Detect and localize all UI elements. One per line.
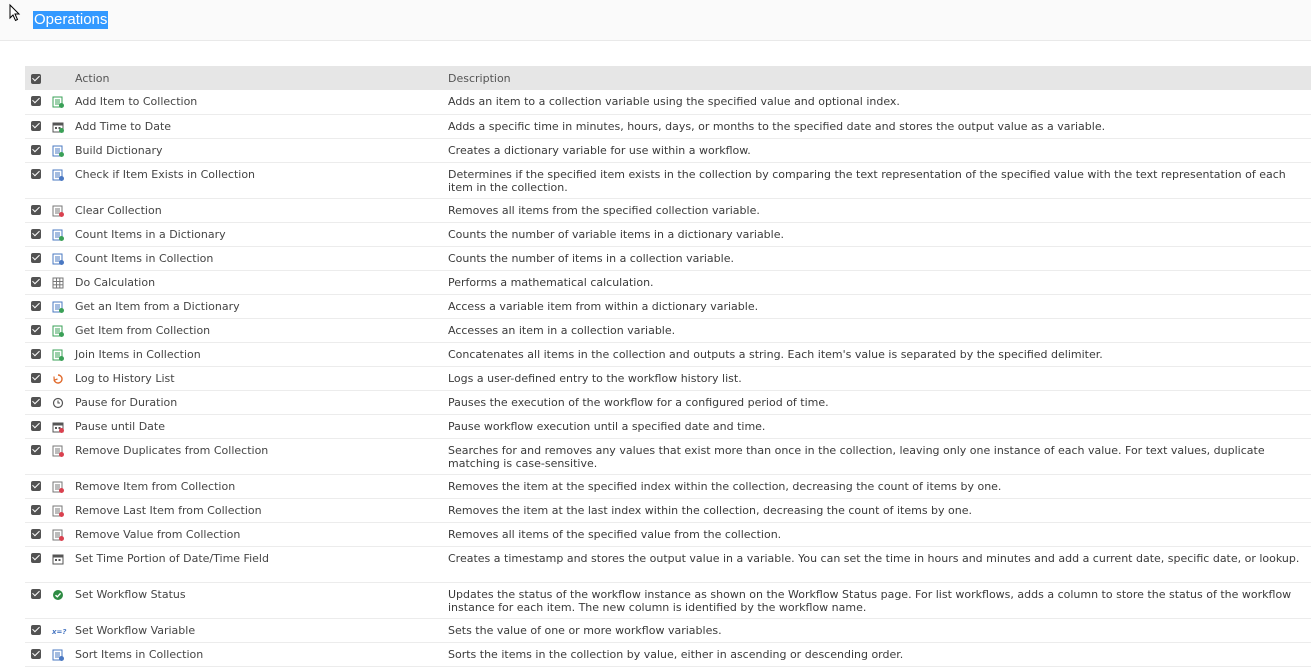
- row-icon-cell: [49, 546, 75, 582]
- row-checkbox[interactable]: [31, 121, 41, 131]
- row-checkbox[interactable]: [31, 205, 41, 215]
- row-checkbox-cell: [25, 642, 49, 666]
- row-checkbox-cell: [25, 390, 49, 414]
- action-description: Pause workflow execution until a specified date and time.: [448, 419, 766, 433]
- row-checkbox-cell: [25, 162, 49, 198]
- action-name[interactable]: Count Items in Collection: [75, 251, 214, 265]
- table-row[interactable]: [25, 582, 1311, 618]
- table-row[interactable]: [25, 114, 1311, 138]
- action-description: Adds a specific time in minutes, hours, days, or months to the specified date and stores the output value as a variable.: [448, 119, 1106, 133]
- row-icon-cell: [49, 582, 75, 618]
- description-column-header[interactable]: Description: [448, 71, 511, 85]
- action-name[interactable]: Set Workflow Variable: [75, 623, 196, 637]
- action-description: Counts the number of variable items in a dictionary variable.: [448, 227, 784, 241]
- collection-get-icon: [52, 325, 64, 337]
- table-row[interactable]: [25, 198, 1311, 222]
- action-description: Counts the number of items in a collection variable.: [448, 251, 734, 265]
- action-name[interactable]: Log to History List: [75, 371, 175, 385]
- action-name[interactable]: Add Item to Collection: [75, 95, 198, 108]
- row-icon-cell: [49, 318, 75, 342]
- action-description: Determines if the specified item exists in the collection by comparing the text representation of the specified value with the text representation of each item in the collection.: [448, 167, 1286, 194]
- collection-add-icon: [52, 96, 64, 108]
- collection-icon: [52, 253, 64, 265]
- collection-clear-icon: [52, 205, 64, 217]
- row-checkbox[interactable]: [31, 229, 41, 239]
- row-checkbox-cell: [25, 198, 49, 222]
- row-checkbox[interactable]: [31, 277, 41, 287]
- row-icon-cell: [49, 114, 75, 138]
- row-checkbox[interactable]: [31, 96, 41, 106]
- row-checkbox-cell: [25, 222, 49, 246]
- action-name[interactable]: Set Workflow Status: [75, 587, 186, 601]
- row-checkbox-cell: [25, 138, 49, 162]
- row-icon-cell: [49, 366, 75, 390]
- row-icon-cell: [49, 138, 75, 162]
- action-description: Removes all items of the specified value from the collection.: [448, 527, 782, 541]
- section-title: Operations: [34, 11, 108, 28]
- row-checkbox[interactable]: [31, 505, 41, 515]
- table-row[interactable]: [25, 438, 1311, 474]
- table-row[interactable]: [25, 522, 1311, 546]
- row-checkbox-cell: [25, 318, 49, 342]
- row-icon-cell: [49, 522, 75, 546]
- collection-remove-icon: [52, 445, 64, 457]
- row-checkbox[interactable]: [31, 649, 41, 659]
- operations-table: [25, 66, 1311, 667]
- row-checkbox[interactable]: [31, 169, 41, 179]
- action-description: Concatenates all items in the collection and outputs a string. Each item's value is separated by the specified delimiter.: [448, 347, 1103, 361]
- action-description: Removes the item at the last index within the collection, decreasing the count of items by one.: [448, 503, 973, 517]
- row-checkbox-cell: [25, 474, 49, 498]
- action-column-header[interactable]: Action: [75, 71, 110, 85]
- row-checkbox-cell: [25, 414, 49, 438]
- table-header-row: [25, 66, 1311, 90]
- action-name[interactable]: Add Time to Date: [75, 119, 172, 133]
- row-checkbox[interactable]: [31, 481, 41, 491]
- calculator-icon: [52, 277, 64, 289]
- action-description: Access a variable item from within a dictionary variable.: [448, 299, 759, 313]
- row-checkbox-cell: [25, 498, 49, 522]
- row-checkbox[interactable]: [31, 553, 41, 563]
- row-icon-cell: [49, 474, 75, 498]
- row-checkbox[interactable]: [31, 421, 41, 431]
- row-icon-cell: [49, 342, 75, 366]
- table-body: [25, 90, 1311, 666]
- row-checkbox[interactable]: [31, 445, 41, 455]
- action-name[interactable]: Remove Item from Collection: [75, 479, 236, 493]
- row-icon-cell: [49, 222, 75, 246]
- table-row[interactable]: [25, 390, 1311, 414]
- row-checkbox-cell: [25, 90, 49, 114]
- history-log-icon: [52, 373, 64, 385]
- action-description: Logs a user-defined entry to the workflow history list.: [448, 371, 742, 385]
- collection-remove-icon: [52, 529, 64, 541]
- action-name[interactable]: Remove Value from Collection: [75, 527, 241, 541]
- action-name[interactable]: Get Item from Collection: [75, 323, 211, 337]
- action-name[interactable]: Remove Last Item from Collection: [75, 503, 262, 517]
- row-checkbox-cell: [25, 366, 49, 390]
- action-name[interactable]: Remove Duplicates from Collection: [75, 443, 269, 457]
- row-checkbox-cell: [25, 438, 49, 474]
- table-row[interactable]: [25, 246, 1311, 270]
- clock-icon: [52, 397, 64, 409]
- action-name[interactable]: Set Time Portion of Date/Time Field: [75, 551, 269, 565]
- row-checkbox-cell: [25, 618, 49, 642]
- page-header: [0, 0, 1311, 41]
- action-description: Accesses an item in a collection variable.: [448, 323, 676, 337]
- action-name[interactable]: Sort Items in Collection: [75, 647, 204, 661]
- action-description: Sets the value of one or more workflow variables.: [448, 623, 722, 637]
- row-checkbox-cell: [25, 522, 49, 546]
- row-checkbox[interactable]: [31, 589, 41, 599]
- row-icon-cell: [49, 198, 75, 222]
- calendar-add-icon: [52, 121, 64, 133]
- collection-sort-icon: [52, 649, 64, 661]
- svg-text:x=?: x=?: [52, 627, 67, 636]
- table-row[interactable]: [25, 414, 1311, 438]
- action-name[interactable]: Clear Collection: [75, 203, 162, 217]
- row-checkbox-cell: [25, 342, 49, 366]
- row-checkbox[interactable]: [31, 301, 41, 311]
- row-checkbox[interactable]: [31, 253, 41, 263]
- row-icon-cell: [49, 438, 75, 474]
- row-checkbox[interactable]: [31, 397, 41, 407]
- dictionary-icon: [52, 145, 64, 157]
- row-checkbox[interactable]: [31, 145, 41, 155]
- action-description: Performs a mathematical calculation.: [448, 275, 654, 289]
- table-row[interactable]: [25, 474, 1311, 498]
- table-row[interactable]: [25, 498, 1311, 522]
- select-all-cell: [25, 66, 49, 90]
- status-check-icon: [52, 589, 64, 601]
- select-all-checkbox[interactable]: [31, 74, 41, 84]
- calendar-pause-icon: [52, 421, 64, 433]
- action-name[interactable]: Do Calculation: [75, 275, 156, 289]
- action-name[interactable]: Pause for Duration: [75, 395, 178, 409]
- table-row[interactable]: [25, 618, 1311, 642]
- dictionary-get-icon: [52, 301, 64, 313]
- row-icon-cell: [49, 498, 75, 522]
- row-checkbox[interactable]: [31, 529, 41, 539]
- action-description: Removes the item at the specified index within the collection, decreasing the count of items by one.: [448, 479, 1002, 493]
- table-row[interactable]: [25, 318, 1311, 342]
- row-checkbox-cell: [25, 270, 49, 294]
- table-row[interactable]: [25, 162, 1311, 198]
- row-checkbox-cell: [25, 294, 49, 318]
- table-row[interactable]: [25, 294, 1311, 318]
- action-description: Removes all items from the specified collection variable.: [448, 203, 760, 217]
- table-row[interactable]: [25, 138, 1311, 162]
- action-description: Pauses the execution of the workflow for a configured period of time.: [448, 395, 829, 409]
- table-row[interactable]: [25, 90, 1311, 114]
- row-checkbox-cell: [25, 246, 49, 270]
- row-checkbox-cell: [25, 546, 49, 582]
- operations-table-container: [25, 66, 1311, 667]
- action-description: Adds an item to a collection variable using the specified value and optional index.: [448, 95, 900, 108]
- action-description: Updates the status of the workflow instance as shown on the Workflow Status page. For list workflows, adds a column to store the status of the workflow instance for each item. The new column is identified by the workflow name.: [448, 587, 1292, 614]
- icon-column-header: [49, 66, 75, 90]
- table-row[interactable]: [25, 222, 1311, 246]
- collection-remove-icon: [52, 505, 64, 517]
- action-name[interactable]: Check if Item Exists in Collection: [75, 167, 256, 181]
- action-name[interactable]: Count Items in a Dictionary: [75, 227, 226, 241]
- row-icon-cell: [49, 162, 75, 198]
- action-name[interactable]: Join Items in Collection: [75, 347, 201, 361]
- row-icon-cell: [49, 414, 75, 438]
- collection-remove-icon: [52, 481, 64, 493]
- action-description: Creates a timestamp and stores the output value in a variable. You can set the time in hours and minutes and add a current date, specific date, or lookup.: [448, 551, 1300, 565]
- table-row[interactable]: [25, 342, 1311, 366]
- row-checkbox[interactable]: [31, 325, 41, 335]
- row-icon-cell: [49, 294, 75, 318]
- collection-join-icon: [52, 349, 64, 361]
- action-description: Creates a dictionary variable for use within a workflow.: [448, 143, 751, 157]
- variable-icon: [52, 625, 67, 637]
- calendar-icon: [52, 553, 64, 565]
- row-icon-cell: [49, 90, 75, 114]
- table-row[interactable]: [25, 642, 1311, 666]
- table-row[interactable]: [25, 546, 1311, 582]
- mouse-cursor-icon: [9, 4, 21, 25]
- row-icon-cell: [49, 270, 75, 294]
- action-name[interactable]: Get an Item from a Dictionary: [75, 299, 240, 313]
- row-checkbox[interactable]: [31, 625, 41, 635]
- dictionary-icon: [52, 229, 64, 241]
- row-icon-cell: [49, 618, 75, 642]
- row-checkbox-cell: [25, 582, 49, 618]
- action-description: Searches for and removes any values that exist more than once in the collection, leaving only one instance of each value. For text values, duplicate matching is case-sensitive.: [448, 443, 1265, 470]
- row-icon-cell: [49, 246, 75, 270]
- action-description: Sorts the items in the collection by value, either in ascending or descending order.: [448, 647, 904, 661]
- row-checkbox[interactable]: [31, 373, 41, 383]
- table-row[interactable]: [25, 270, 1311, 294]
- table-row[interactable]: [25, 366, 1311, 390]
- row-icon-cell: [49, 390, 75, 414]
- row-checkbox[interactable]: [31, 349, 41, 359]
- row-icon-cell: [49, 642, 75, 666]
- action-name[interactable]: Build Dictionary: [75, 143, 163, 157]
- action-name[interactable]: Pause until Date: [75, 419, 166, 433]
- row-checkbox-cell: [25, 114, 49, 138]
- collection-icon: [52, 169, 64, 181]
